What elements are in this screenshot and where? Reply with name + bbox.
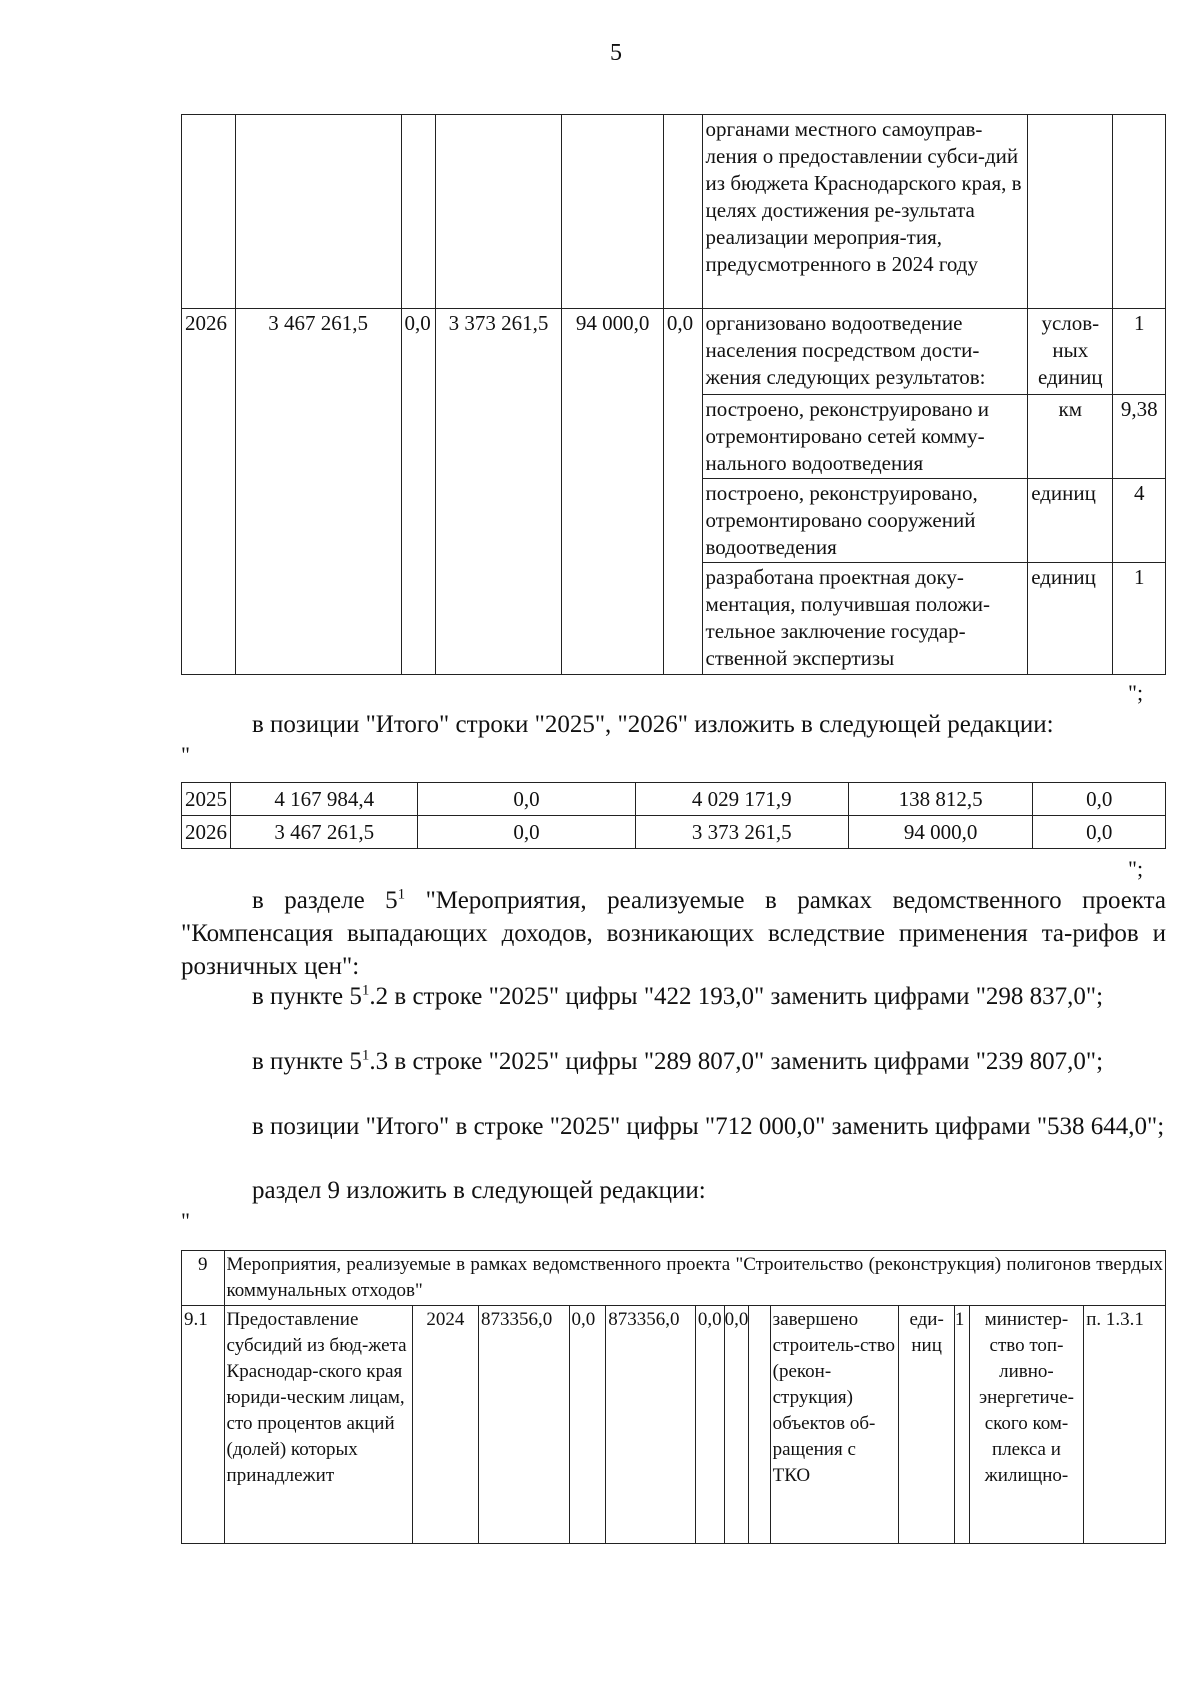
- measure-name: Предоставление субсидий из бюд-жета Краснодар-ского края юриди-ческим лицам, сто процентов акций (долей) которых принадлежит: [224, 1306, 412, 1544]
- table-row: [182, 1306, 1166, 1544]
- federal-cell: 0,0: [418, 816, 635, 849]
- empty-cell: [749, 1306, 770, 1544]
- regional-cell: 873356,0: [606, 1306, 696, 1544]
- executor-cell: министер-ство топ-ливно-энергетиче-ского ком-плекса и жилищно-: [969, 1306, 1084, 1544]
- federal-cell: 0,0: [401, 309, 435, 675]
- section-number: 9: [182, 1251, 225, 1306]
- result-description: построено, реконструировано, отремонтировано сооружений водоотведения: [702, 479, 1028, 563]
- table-row: [182, 816, 1166, 849]
- section-paragraph: в разделе $5^1$ "Мероприятия, реализуемые в рамках ведомственного проекта "Компенсация выпадающих доходов, возникающих вследствие применения та-рифов и розничных цен":: [181, 886, 1166, 980]
- value-cell: 1: [1113, 309, 1166, 395]
- section-title: Мероприятия, реализуемые в рамках ведомственного проекта "Строительство (реконструкция) полигонов твердых коммунальных отходов": [224, 1251, 1165, 1306]
- local-cell: 138 812,5: [848, 783, 1032, 816]
- year-cell: 2026: [182, 309, 236, 675]
- itogo-table: [181, 782, 1166, 849]
- local-cell: 94 000,0: [562, 309, 663, 675]
- result-description: разработана проектная доку-ментация, получившая положи-тельное заключение государ-ственной экспертизы: [702, 563, 1028, 675]
- item-number: 9.1: [182, 1306, 225, 1544]
- table-row: [182, 115, 1166, 309]
- other-cell: 0,0: [1033, 816, 1166, 849]
- local-cell: 94 000,0: [848, 816, 1032, 849]
- unit-cell: единиц: [1028, 563, 1113, 675]
- unit-cell: еди-ниц: [899, 1306, 954, 1544]
- table-row: [182, 309, 1166, 395]
- year-cell: 2025: [182, 783, 231, 816]
- value-cell: 9,38: [1113, 395, 1166, 479]
- value-cell: 4: [1113, 479, 1166, 563]
- total-cell: 873356,0: [479, 1306, 570, 1544]
- closing-quote: ";: [1128, 680, 1144, 705]
- unit-cell: услов-ных единиц: [1028, 309, 1113, 395]
- regional-cell: 3 373 261,5: [435, 309, 562, 675]
- opening-quote: ": [181, 742, 190, 767]
- total-cell: 3 467 261,5: [231, 816, 418, 849]
- reference-cell: п. 1.3.1: [1084, 1306, 1166, 1544]
- local-cell: 0,0: [695, 1306, 724, 1544]
- point-3-paragraph: в пункте $5^1.3$ в строке "2025" цифры "289 807,0" заменить цифрами "239 807,0";: [252, 1047, 1104, 1075]
- other-cell: 0,0: [663, 309, 702, 675]
- year-cell: 2026: [182, 816, 231, 849]
- razdel-paragraph: раздел 9 изложить в следующей редакции:: [252, 1177, 706, 1204]
- result-description: завершено строитель-ство (рекон-струкция) объектов об-ращения с ТКО: [770, 1306, 899, 1544]
- table-row: [182, 1251, 1166, 1306]
- value-cell: 1: [954, 1306, 969, 1544]
- table-row: [182, 783, 1166, 816]
- total-cell: 4 167 984,4: [231, 783, 418, 816]
- regional-cell: 3 373 261,5: [635, 816, 848, 849]
- federal-cell: 0,0: [569, 1306, 606, 1544]
- instruction-paragraph: в позиции "Итого" строки "2025", "2026" изложить в следующей редакции:: [252, 711, 1054, 738]
- closing-quote: ";: [1128, 856, 1144, 881]
- value-cell: 1: [1113, 563, 1166, 675]
- federal-cell: 0,0: [418, 783, 635, 816]
- measures-table-continuation: [181, 114, 1166, 675]
- section-9-table: [181, 1250, 1166, 1544]
- year-cell: 2024: [412, 1306, 478, 1544]
- opening-quote: ": [181, 1208, 190, 1233]
- page-number: 5: [610, 40, 622, 66]
- unit-cell: единиц: [1028, 479, 1113, 563]
- regional-cell: 4 029 171,9: [635, 783, 848, 816]
- other-cell: 0,0: [1033, 783, 1166, 816]
- other-cell: 0,0: [724, 1306, 749, 1544]
- itogo-paragraph: в позиции "Итого" в строке "2025" цифры "712 000,0" заменить цифрами "538 644,0";: [252, 1113, 1165, 1140]
- result-description: построено, реконструировано и отремонтировано сетей комму-нального водоотведения: [702, 395, 1028, 479]
- result-description: организовано водоотведение населения посредством дости-жения следующих результатов:: [702, 309, 1028, 395]
- total-cell: 3 467 261,5: [235, 309, 401, 675]
- unit-cell: км: [1028, 395, 1113, 479]
- result-description: органами местного самоуправ-ления о предоставлении субси-дий из бюджета Краснодарского края, в целях достижения ре-зультата реализации мероприя-тия, предусмотренного в 2024 году: [702, 115, 1028, 309]
- point-2-paragraph: в пункте $5^1.2$ в строке "2025" цифры "422 193,0" заменить цифрами "298 837,0";: [252, 982, 1104, 1010]
